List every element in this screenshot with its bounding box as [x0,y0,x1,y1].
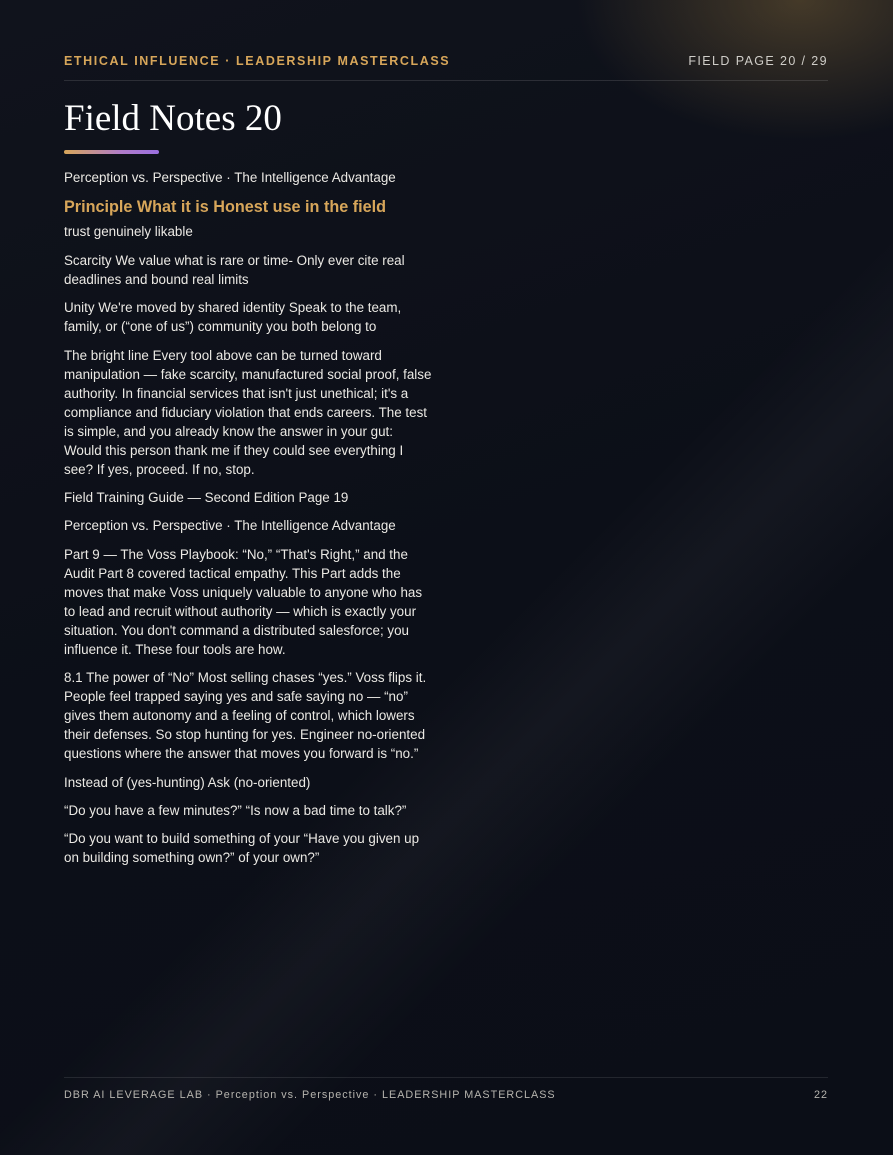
paragraph-part-9: Part 9 — The Voss Playbook: “No,” “That's Right,” and the Audit Part 8 covered tactical empathy. This Part adds the moves that make Voss uniquely valuable to anyone who has to lead and recruit without authority — which is exactly your situation. You don't command a distributed salesforce; you influence it. These four tools are how. [64,546,423,657]
paragraph-subtitle-repeat: Perception vs. Perspective · The Intelligence Advantage [64,518,396,534]
page-title: Field Notes 20 [64,98,282,139]
paragraph-bright-line: The bright line Every tool above can be turned toward manipulation — fake scarcity, manufactured social proof, false authority. In financial services that isn't just unethical; it's a compliance and fiduciary violation that ends careers. The test is simple, and you already know the answer in your gut: Would this person thank me if they could see everything I see? If yes, proceed. If no, stop. [64,347,432,477]
paragraph-power-of-no: 8.1 The power of “No” Most selling chases “yes.” Voss flips it. People feel trapped saying yes and safe saying no — “no” gives them autonomy and a feeling of control, which lowers their defenses. So stop hunting for yes. Engineer no-oriented questions where the answer that moves you forward is “no.” [64,670,427,762]
paragraph-unity: Unity We're moved by shared identity Speak to the team, family, or (“one of us”) community you both belong to [64,300,402,335]
table-heading: Principle What it is Honest use in the field [64,198,386,217]
title-accent-rule [64,150,159,154]
brand-label: ETHICAL INFLUENCE · LEADERSHIP MASTERCLASS [64,54,451,68]
paragraph-example-build: “Do you want to build something of your “Have you given up on building something own?” of your own?” [64,831,420,866]
footer-page-number: 22 [813,1089,828,1101]
paragraph-table-header: Instead of (yes-hunting) Ask (no-oriented) [64,774,311,790]
page-indicator: FIELD PAGE 20 / 29 [688,54,828,68]
page-header [64,54,828,81]
paragraph-example-minutes: “Do you have a few minutes?” “Is now a bad time to talk?” [64,802,407,818]
paragraph-scarcity: Scarcity We value what is rare or time- Only ever cite real deadlines and bound real limits [64,252,405,287]
main-content [64,168,434,877]
section-subtitle: Perception vs. Perspective · The Intelligence Advantage [64,170,396,185]
footer-label: DBR AI LEVERAGE LAB · Perception vs. Perspective · LEADERSHIP MASTERCLASS [64,1089,556,1101]
page-footer [64,1077,828,1108]
paragraph-likable: trust genuinely likable [64,224,193,240]
paragraph-guide-reference: Field Training Guide — Second Edition Page 19 [64,489,349,505]
